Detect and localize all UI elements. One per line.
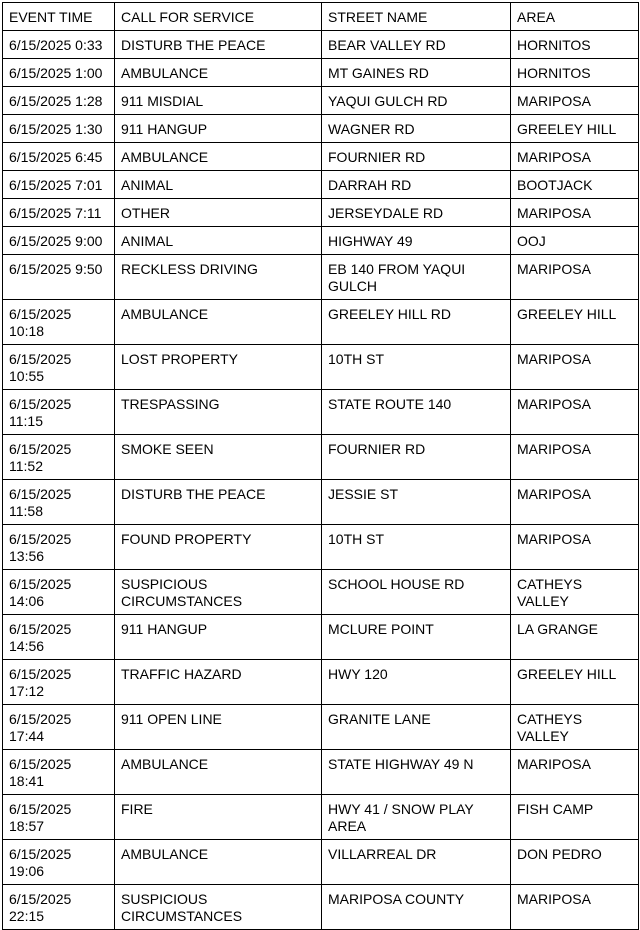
- event-time-cell: 6/15/2025 1:30: [3, 115, 115, 143]
- call-for-service-cell: SUSPICIOUS CIRCUMSTANCES: [115, 570, 322, 615]
- event-time-cell: 6/15/2025 22:15: [3, 885, 115, 930]
- street-name-cell: BEAR VALLEY RD: [322, 31, 511, 59]
- area-cell: MARIPOSA: [511, 525, 639, 570]
- area-cell: CATHEYS VALLEY: [511, 705, 639, 750]
- street-name-cell: MT GAINES RD: [322, 59, 511, 87]
- street-name-cell: MARIPOSA COUNTY: [322, 885, 511, 930]
- event-time-cell: 6/15/2025 17:44: [3, 705, 115, 750]
- table-row: [3, 570, 639, 615]
- area-cell: MARIPOSA: [511, 480, 639, 525]
- call-for-service-cell: SMOKE SEEN: [115, 435, 322, 480]
- call-for-service-cell: FOUND PROPERTY: [115, 525, 322, 570]
- header-event-time: EVENT TIME: [3, 3, 115, 31]
- event-time-cell: 6/15/2025 11:58: [3, 480, 115, 525]
- event-time-cell: 6/15/2025 1:28: [3, 87, 115, 115]
- header-street-name: STREET NAME: [322, 3, 511, 31]
- event-time-cell: 6/15/2025 11:15: [3, 390, 115, 435]
- call-for-service-cell: AMBULANCE: [115, 143, 322, 171]
- table-body: [3, 31, 639, 930]
- header-row: [3, 3, 639, 31]
- event-time-cell: 6/15/2025 19:06: [3, 840, 115, 885]
- table-row: [3, 171, 639, 199]
- table-row: [3, 660, 639, 705]
- event-time-cell: 6/15/2025 6:45: [3, 143, 115, 171]
- table-row: [3, 435, 639, 480]
- street-name-cell: HIGHWAY 49: [322, 227, 511, 255]
- table-row: [3, 227, 639, 255]
- area-cell: HORNITOS: [511, 59, 639, 87]
- street-name-cell: WAGNER RD: [322, 115, 511, 143]
- street-name-cell: FOURNIER RD: [322, 143, 511, 171]
- call-for-service-cell: TRESPASSING: [115, 390, 322, 435]
- street-name-cell: MCLURE POINT: [322, 615, 511, 660]
- area-cell: FISH CAMP: [511, 795, 639, 840]
- table-row: [3, 885, 639, 930]
- event-time-cell: 6/15/2025 13:56: [3, 525, 115, 570]
- table-row: [3, 300, 639, 345]
- table-row: [3, 143, 639, 171]
- street-name-cell: VILLARREAL DR: [322, 840, 511, 885]
- street-name-cell: DARRAH RD: [322, 171, 511, 199]
- street-name-cell: HWY 120: [322, 660, 511, 705]
- area-cell: GREELEY HILL: [511, 660, 639, 705]
- event-time-cell: 6/15/2025 18:41: [3, 750, 115, 795]
- call-for-service-cell: LOST PROPERTY: [115, 345, 322, 390]
- event-time-cell: 6/15/2025 18:57: [3, 795, 115, 840]
- table-row: [3, 255, 639, 300]
- event-time-cell: 6/15/2025 17:12: [3, 660, 115, 705]
- area-cell: BOOTJACK: [511, 171, 639, 199]
- area-cell: MARIPOSA: [511, 435, 639, 480]
- call-for-service-cell: 911 HANGUP: [115, 615, 322, 660]
- street-name-cell: FOURNIER RD: [322, 435, 511, 480]
- call-for-service-cell: FIRE: [115, 795, 322, 840]
- table-row: [3, 345, 639, 390]
- call-for-service-cell: 911 OPEN LINE: [115, 705, 322, 750]
- header-call-for-service: CALL FOR SERVICE: [115, 3, 322, 31]
- event-time-cell: 6/15/2025 10:18: [3, 300, 115, 345]
- call-for-service-cell: AMBULANCE: [115, 59, 322, 87]
- street-name-cell: STATE HIGHWAY 49 N: [322, 750, 511, 795]
- table-row: [3, 615, 639, 660]
- table-row: [3, 840, 639, 885]
- street-name-cell: JERSEYDALE RD: [322, 199, 511, 227]
- header-area: AREA: [511, 3, 639, 31]
- area-cell: MARIPOSA: [511, 143, 639, 171]
- call-for-service-cell: SUSPICIOUS CIRCUMSTANCES: [115, 885, 322, 930]
- call-for-service-cell: DISTURB THE PEACE: [115, 480, 322, 525]
- area-cell: MARIPOSA: [511, 199, 639, 227]
- area-cell: CATHEYS VALLEY: [511, 570, 639, 615]
- table-row: [3, 199, 639, 227]
- event-time-cell: 6/15/2025 0:33: [3, 31, 115, 59]
- street-name-cell: EB 140 FROM YAQUI GULCH: [322, 255, 511, 300]
- event-time-cell: 6/15/2025 9:00: [3, 227, 115, 255]
- event-time-cell: 6/15/2025 14:56: [3, 615, 115, 660]
- call-for-service-cell: TRAFFIC HAZARD: [115, 660, 322, 705]
- street-name-cell: GRANITE LANE: [322, 705, 511, 750]
- event-time-cell: 6/15/2025 11:52: [3, 435, 115, 480]
- call-for-service-cell: AMBULANCE: [115, 750, 322, 795]
- table-header: [3, 3, 639, 31]
- call-for-service-cell: AMBULANCE: [115, 300, 322, 345]
- table-row: [3, 87, 639, 115]
- street-name-cell: 10TH ST: [322, 525, 511, 570]
- area-cell: DON PEDRO: [511, 840, 639, 885]
- event-time-cell: 6/15/2025 1:00: [3, 59, 115, 87]
- call-for-service-cell: RECKLESS DRIVING: [115, 255, 322, 300]
- street-name-cell: STATE ROUTE 140: [322, 390, 511, 435]
- event-time-cell: 6/15/2025 7:11: [3, 199, 115, 227]
- street-name-cell: YAQUI GULCH RD: [322, 87, 511, 115]
- call-for-service-cell: 911 MISDIAL: [115, 87, 322, 115]
- area-cell: GREELEY HILL: [511, 115, 639, 143]
- call-for-service-cell: ANIMAL: [115, 227, 322, 255]
- area-cell: MARIPOSA: [511, 885, 639, 930]
- street-name-cell: JESSIE ST: [322, 480, 511, 525]
- call-for-service-cell: DISTURB THE PEACE: [115, 31, 322, 59]
- street-name-cell: 10TH ST: [322, 345, 511, 390]
- street-name-cell: SCHOOL HOUSE RD: [322, 570, 511, 615]
- event-time-cell: 6/15/2025 14:06: [3, 570, 115, 615]
- event-time-cell: 6/15/2025 9:50: [3, 255, 115, 300]
- area-cell: OOJ: [511, 227, 639, 255]
- call-for-service-cell: 911 HANGUP: [115, 115, 322, 143]
- table-row: [3, 750, 639, 795]
- table-row: [3, 795, 639, 840]
- street-name-cell: GREELEY HILL RD: [322, 300, 511, 345]
- call-for-service-cell: ANIMAL: [115, 171, 322, 199]
- area-cell: GREELEY HILL: [511, 300, 639, 345]
- area-cell: LA GRANGE: [511, 615, 639, 660]
- area-cell: MARIPOSA: [511, 255, 639, 300]
- street-name-cell: HWY 41 / SNOW PLAY AREA: [322, 795, 511, 840]
- call-for-service-cell: OTHER: [115, 199, 322, 227]
- table-row: [3, 390, 639, 435]
- area-cell: MARIPOSA: [511, 750, 639, 795]
- area-cell: HORNITOS: [511, 31, 639, 59]
- event-time-cell: 6/15/2025 10:55: [3, 345, 115, 390]
- table-row: [3, 115, 639, 143]
- area-cell: MARIPOSA: [511, 345, 639, 390]
- call-log-table: [2, 2, 639, 930]
- event-time-cell: 6/15/2025 7:01: [3, 171, 115, 199]
- table-row: [3, 480, 639, 525]
- table-row: [3, 31, 639, 59]
- call-for-service-cell: AMBULANCE: [115, 840, 322, 885]
- table-row: [3, 705, 639, 750]
- table-row: [3, 59, 639, 87]
- area-cell: MARIPOSA: [511, 390, 639, 435]
- area-cell: MARIPOSA: [511, 87, 639, 115]
- table-row: [3, 525, 639, 570]
